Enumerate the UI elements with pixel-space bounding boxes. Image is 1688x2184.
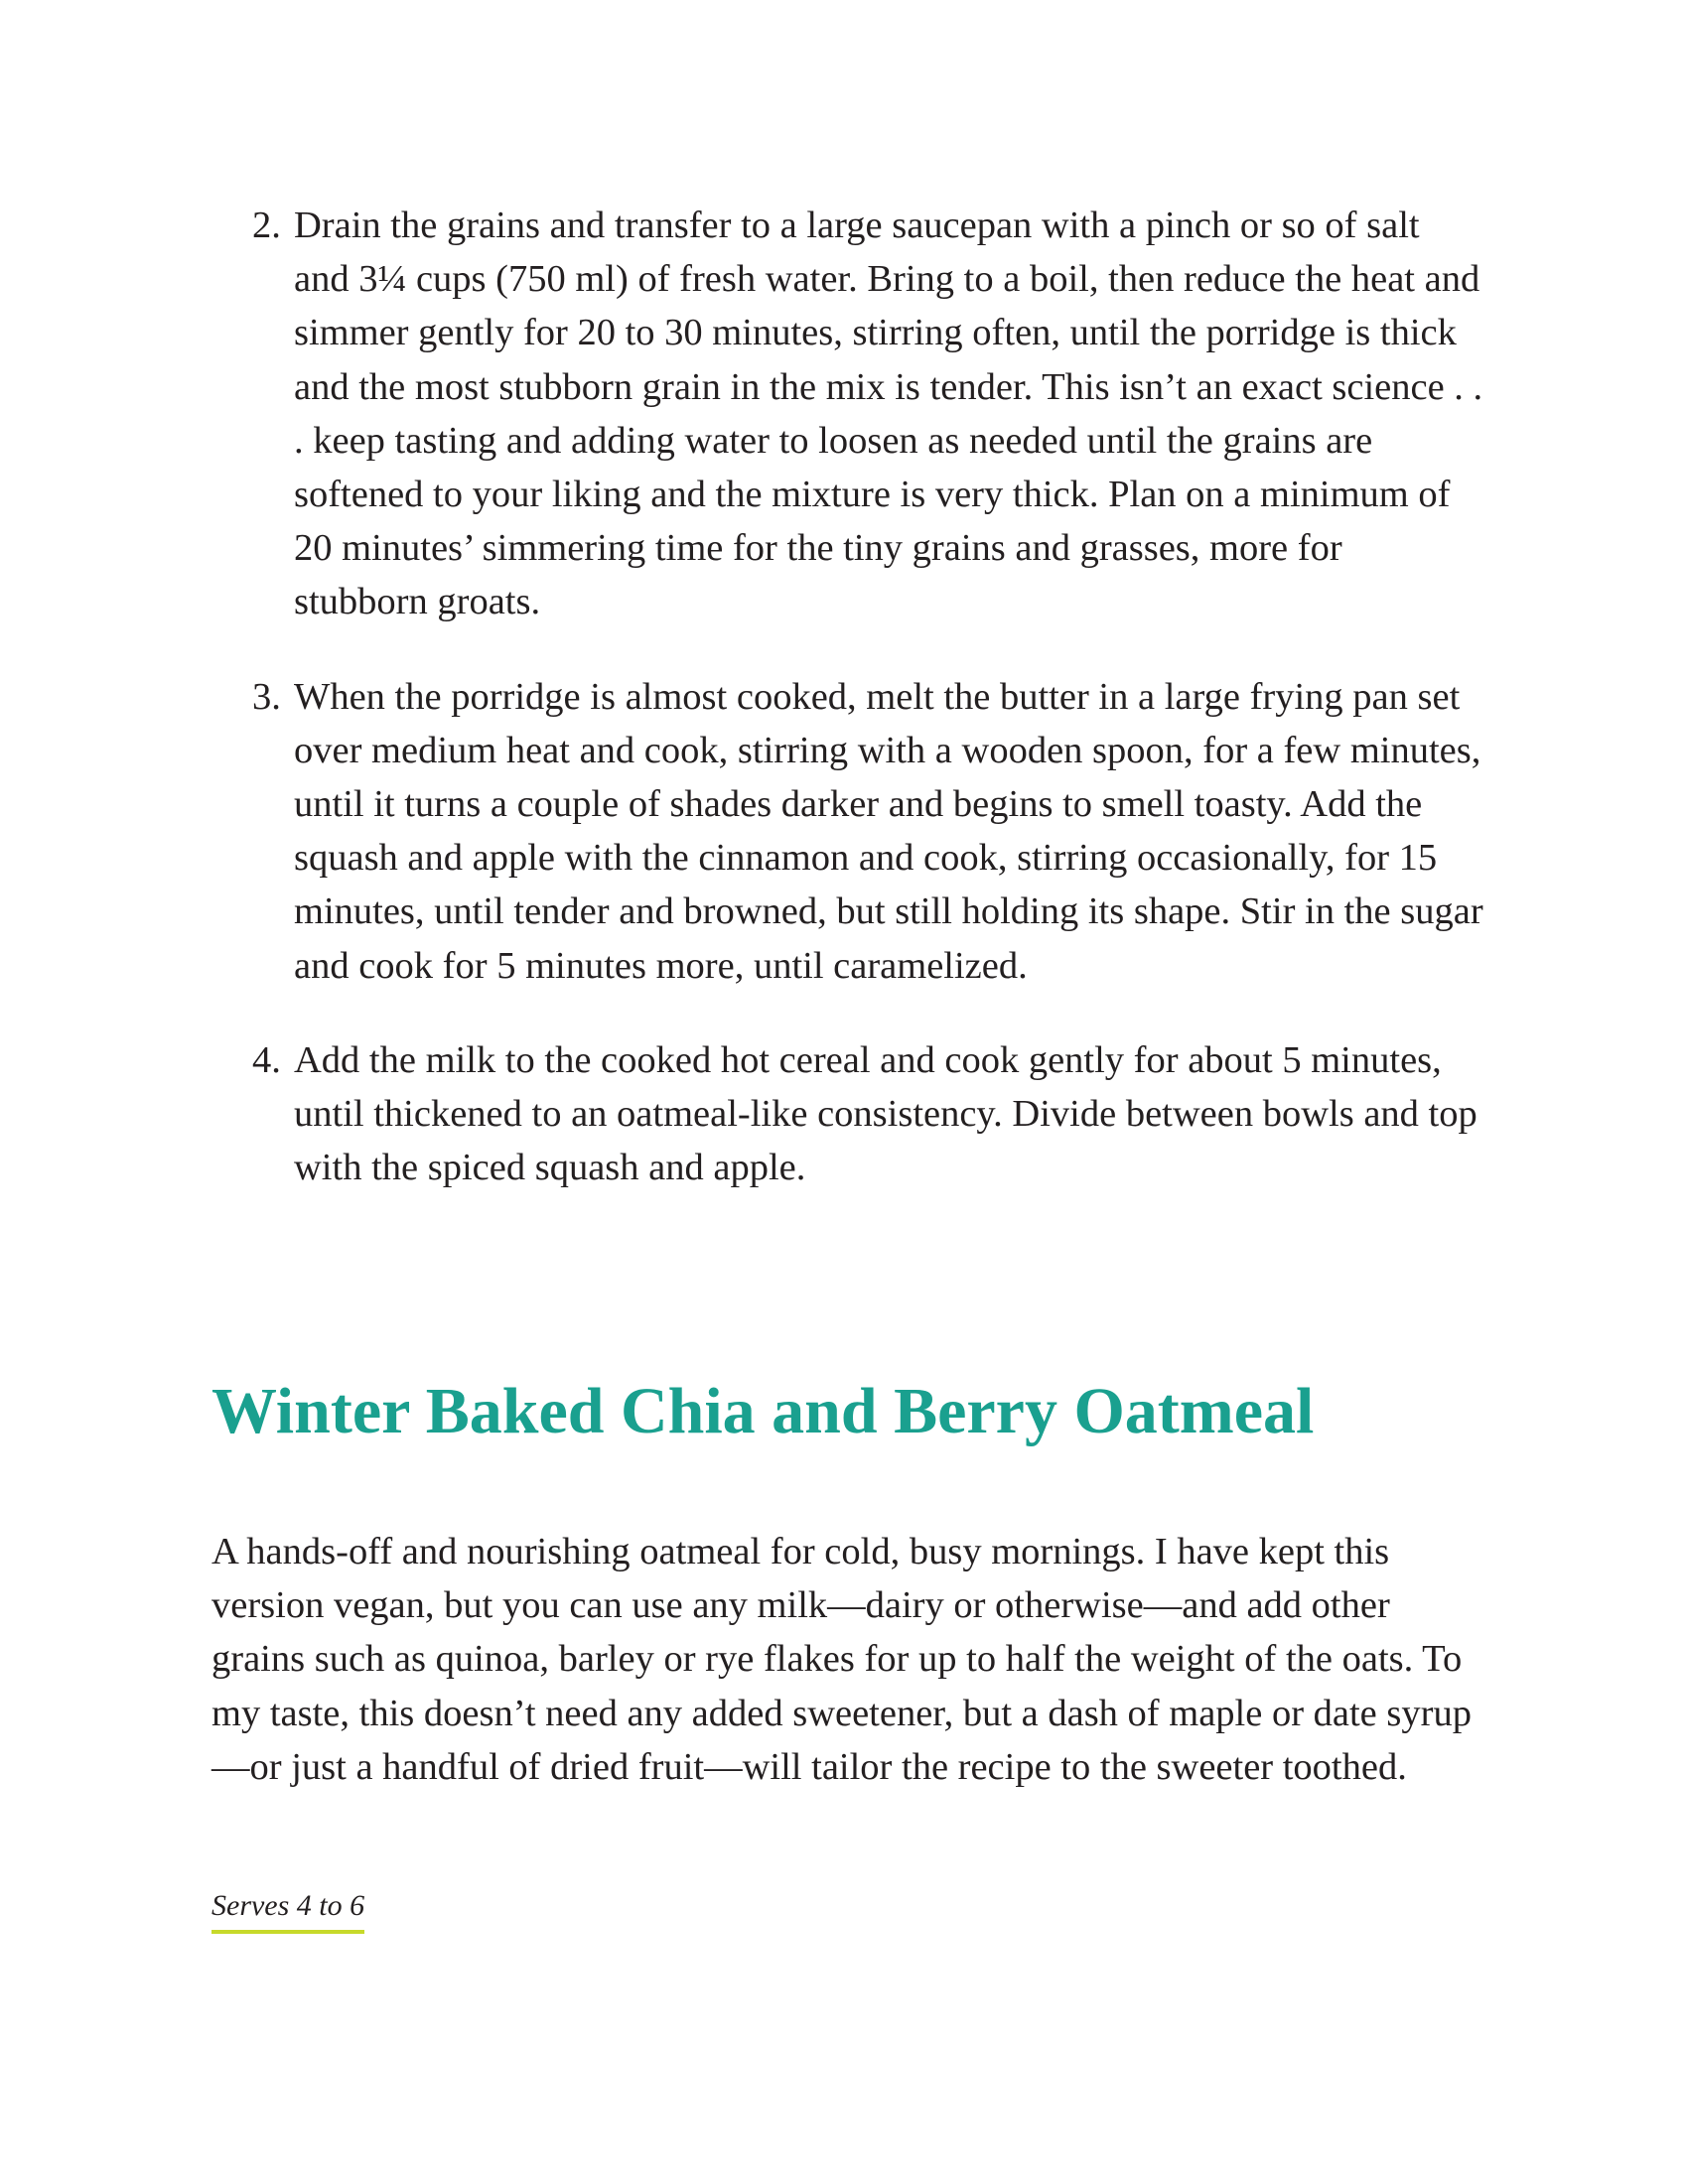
- step-number: 2.: [252, 205, 281, 246]
- step-number: 3.: [252, 675, 281, 718]
- method-steps: [252, 199, 1483, 1235]
- serves-note: Serves 4 to 6: [211, 1885, 364, 1934]
- method-step: [252, 199, 1483, 629]
- step-number: 4.: [252, 1038, 281, 1081]
- step-text: Drain the grains and transfer to a large saucepan with a pinch or so of salt and 3¼ cups (750 ml) of fresh water. Bring to a boil, then reduce the heat and simmer gently for 20 to 30 minutes, stirring often, until the porridge is thick and the most stubborn grain in the mix is tender. This isn’t an exact science . . . keep tasting and adding water to loosen as needed until the grains are softened to your liking and the mixture is very thick. Plan on a minimum of 20 minutes’ simmering time for the tiny grains and grasses, more for stubborn groats.: [294, 205, 1483, 623]
- method-step: [252, 1033, 1483, 1195]
- step-text: When the porridge is almost cooked, melt the butter in a large frying pan set over medium heat and cook, stirring with a wooden spoon, for a few minutes, until it turns a couple of shades darker and begins to smell toasty. Add the squash and apple with the cinnamon and cook, stirring occasionally, for 15 minutes, until tender and browned, but still holding its shape. Stir in the sugar and cook for 5 minutes more, until caramelized.: [294, 675, 1483, 987]
- step-text: Add the milk to the cooked hot cereal and cook gently for about 5 minutes, until thickened to an oatmeal-like consistency. Divide between bowls and top with the spiced squash and apple.: [294, 1038, 1477, 1189]
- recipe-title: Winter Baked Chia and Berry Oatmeal: [211, 1375, 1315, 1447]
- recipe-intro: A hands-off and nourishing oatmeal for cold, busy mornings. I have kept this version vegan, but you can use any milk—dairy or otherwise—and add other grains such as quinoa, barley or rye flakes for up to half the weight of the oats. To my taste, this doesn’t need any added sweetener, but a dash of maple or date syrup—or just a handful of dried fruit—will tailor the recipe to the sweeter toothed.: [211, 1531, 1472, 1788]
- method-step: [252, 670, 1483, 993]
